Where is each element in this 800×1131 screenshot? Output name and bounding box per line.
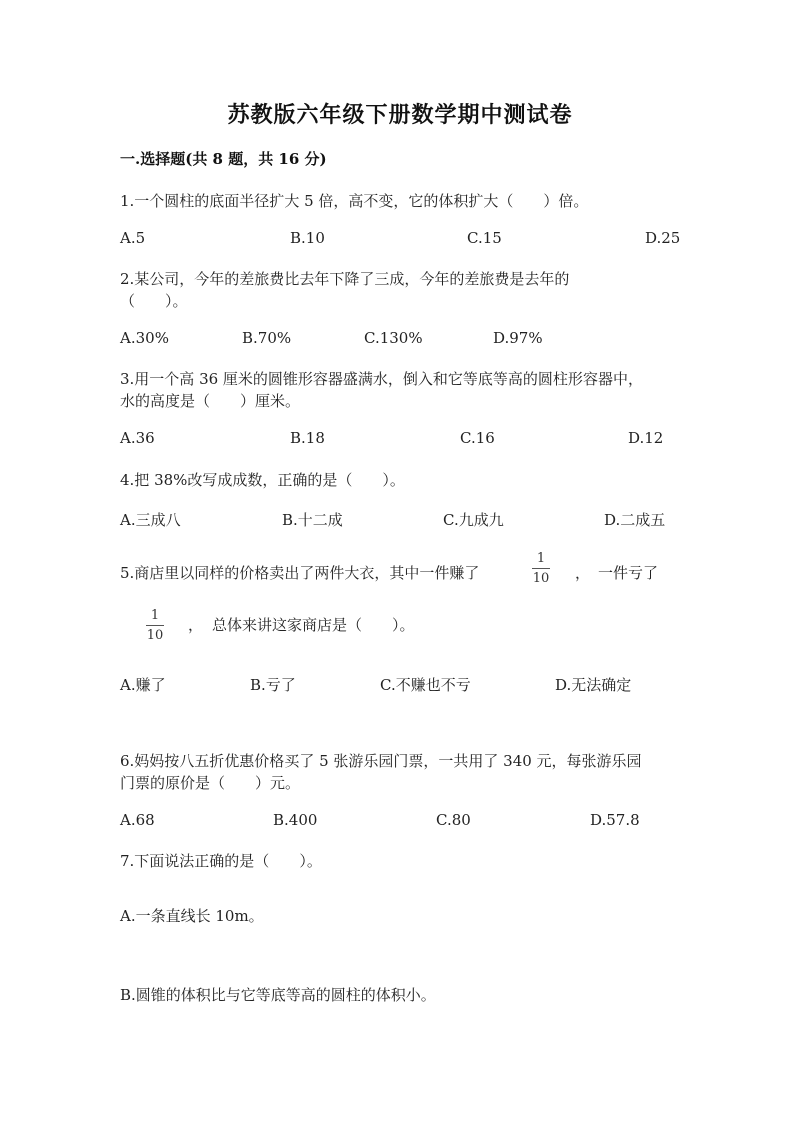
question-5-comma-2: ，	[188, 616, 204, 634]
q1-option-c: C.15	[467, 229, 502, 247]
fraction-one-tenth	[532, 552, 550, 585]
question-1-text: 1.一个圆柱的底面半径扩大 5 倍，高不变，它的体积扩大（ ）倍。	[120, 192, 589, 210]
q4-option-d: D.二成五	[604, 511, 666, 529]
q2-option-a: A.30%	[120, 329, 169, 347]
q6-option-c: C.80	[436, 811, 471, 829]
q7-option-a: A.一条直线长 10m。	[120, 907, 264, 925]
q7-option-b: B.圆锥的体积比与它等底等高的圆柱的体积小。	[120, 986, 436, 1004]
fraction-denominator: 10	[146, 628, 164, 643]
question-3-text: 3.用一个高 36 厘米的圆锥形容器盛满水，倒入和它等底等高的圆柱形容器中，	[120, 370, 643, 388]
q5-option-b: B.亏了	[250, 676, 296, 694]
q3-option-c: C.16	[460, 429, 495, 447]
q2-option-d: D.97%	[493, 329, 543, 347]
fraction-denominator: 10	[532, 571, 550, 586]
question-5-text-end: 总体来讲这家商店是（ ）。	[212, 616, 415, 634]
fraction-bar	[532, 568, 550, 569]
question-7-text: 7.下面说法正确的是（ ）。	[120, 852, 322, 870]
question-3-text-cont: 水的高度是（ ）厘米。	[120, 392, 301, 410]
page-title: 苏教版六年级下册数学期中测试卷	[227, 102, 573, 128]
q5-option-a: A.赚了	[120, 676, 166, 694]
question-5-text: 5.商店里以同样的价格卖出了两件大衣，其中一件赚了	[120, 564, 480, 582]
q1-option-d: D.25	[645, 229, 681, 247]
q5-option-c: C.不赚也不亏	[380, 676, 471, 694]
q2-option-b: B.70%	[242, 329, 292, 347]
q3-option-b: B.18	[290, 429, 325, 447]
q3-option-a: A.36	[120, 429, 155, 447]
q6-option-b: B.400	[273, 811, 318, 829]
fraction-one-tenth-2	[146, 609, 164, 642]
q4-option-b: B.十二成	[282, 511, 343, 529]
q1-option-a: A.5	[120, 229, 146, 247]
q6-option-a: A.68	[120, 811, 155, 829]
question-5-comma: ，	[575, 564, 591, 582]
q3-option-d: D.12	[628, 429, 664, 447]
question-6-text-cont: 门票的原价是（ ）元。	[120, 774, 301, 792]
q6-option-d: D.57.8	[590, 811, 640, 829]
q5-option-d: D.无法确定	[555, 676, 632, 694]
q2-option-c: C.130%	[364, 329, 423, 347]
question-4-text: 4.把 38%改写成成数，正确的是（ ）。	[120, 471, 405, 489]
q1-option-b: B.10	[290, 229, 325, 247]
q4-option-c: C.九成九	[443, 511, 504, 529]
question-2-text-cont: （ ）。	[120, 292, 188, 310]
question-6-text: 6.妈妈按八五折优惠价格买了 5 张游乐园门票，一共用了 340 元，每张游乐园	[120, 752, 642, 770]
question-2-text: 2.某公司，今年的差旅费比去年下降了三成，今年的差旅费是去年的	[120, 270, 570, 288]
fraction-numerator: 1	[536, 551, 546, 566]
question-5-text-mid: 一件亏了	[598, 564, 659, 582]
fraction-bar	[146, 625, 164, 626]
section-heading: 一.选择题(共 8 题，共 16 分)	[120, 150, 327, 168]
fraction-numerator: 1	[150, 608, 160, 623]
q4-option-a: A.三成八	[120, 511, 181, 529]
